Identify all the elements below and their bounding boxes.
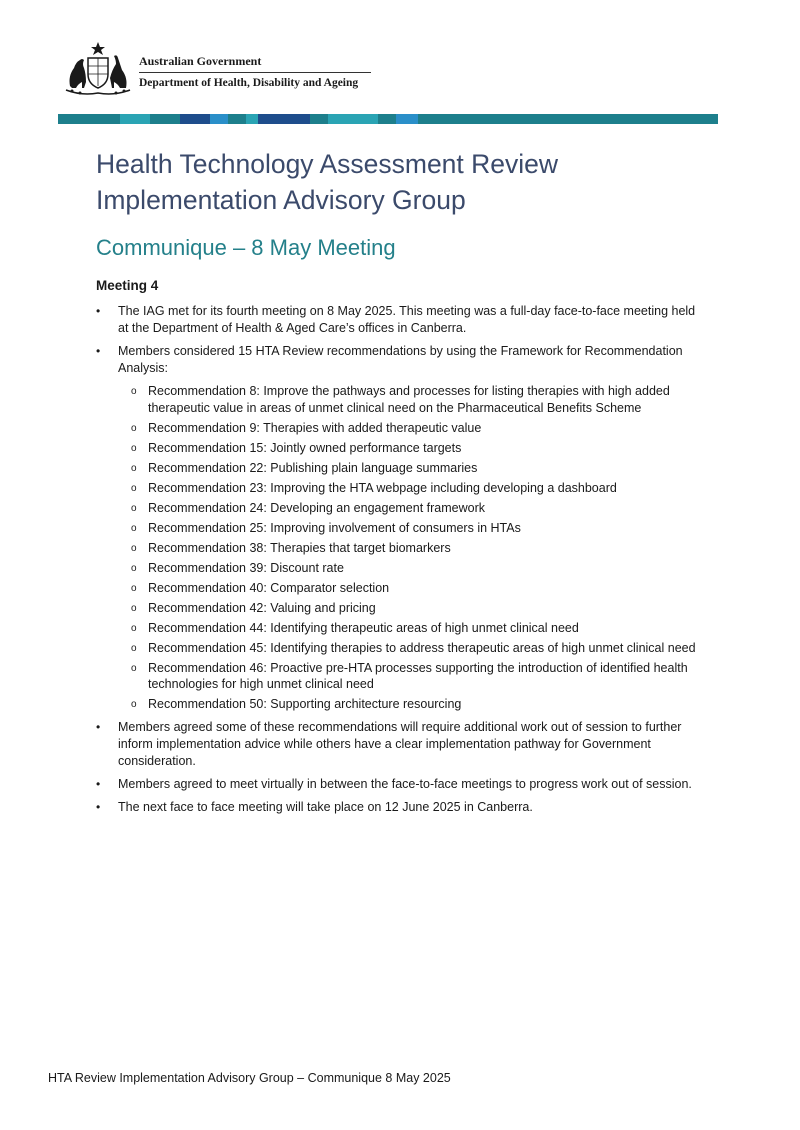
page-footer: HTA Review Implementation Advisory Group – Communique 8 May 2025 bbox=[48, 1071, 451, 1085]
recommendation-item: o Recommendation 25: Improving involvement of consumers in HTAs bbox=[118, 520, 706, 537]
bullet-item bbox=[96, 776, 706, 793]
recommendation-item: o Recommendation 38: Therapies that target biomarkers bbox=[118, 540, 706, 557]
bullet-text: The IAG met for its fourth meeting on 8 May 2025. This meeting was a full-day face-to-face meeting held at the Department of Health & Aged Care’s offices in Canberra. bbox=[118, 304, 696, 335]
recommendation-item: o Recommendation 50: Supporting architecture resourcing bbox=[118, 696, 706, 713]
coat-of-arms-icon bbox=[62, 40, 134, 96]
color-bar-segment bbox=[246, 114, 258, 124]
recommendation-item: o Recommendation 40: Comparator selection bbox=[118, 580, 706, 597]
recommendation-item: o Recommendation 15: Jointly owned performance targets bbox=[118, 440, 706, 457]
recommendation-item: o Recommendation 46: Proactive pre-HTA processes supporting the introduction of identified health technologies for high unmet clinical need bbox=[118, 660, 706, 693]
bullet-text: Members agreed some of these recommendations will require additional work out of session to further inform implementation advice while others have a clear implementation pathway for Government consideration. bbox=[118, 719, 682, 768]
color-bar-segment bbox=[120, 114, 150, 124]
color-bar-segment bbox=[58, 114, 120, 124]
recommendation-list bbox=[118, 383, 706, 713]
government-name: Australian Government bbox=[139, 54, 371, 73]
color-bar-segment bbox=[150, 114, 180, 124]
color-bar-segment bbox=[228, 114, 246, 124]
title-line-2: Implementation Advisory Group bbox=[96, 185, 466, 215]
page-subtitle: Communique – 8 May Meeting bbox=[96, 235, 396, 260]
recommendation-item: o Recommendation 24: Developing an engagement framework bbox=[118, 500, 706, 517]
bullet-item bbox=[96, 303, 706, 337]
bullet-text: The next face to face meeting will take place on 12 June 2025 in Canberra. bbox=[118, 799, 533, 814]
recommendation-item: o Recommendation 9: Therapies with added therapeutic value bbox=[118, 420, 706, 437]
recommendation-item: o Recommendation 42: Valuing and pricing bbox=[118, 600, 706, 617]
color-bar-segment bbox=[310, 114, 328, 124]
page-title bbox=[96, 146, 736, 218]
color-bar-segment bbox=[210, 114, 228, 124]
recommendation-item: o Recommendation 8: Improve the pathways and processes for listing therapies with high added therapeutic value in areas of unmet clinical need on the Pharmaceutical Benefits Scheme bbox=[118, 383, 706, 416]
recommendation-item: o Recommendation 39: Discount rate bbox=[118, 560, 706, 577]
recommendation-item: o Recommendation 23: Improving the HTA webpage including developing a dashboard bbox=[118, 480, 706, 497]
bullet-list bbox=[96, 303, 706, 816]
title-line-1: Health Technology Assessment Review bbox=[96, 149, 559, 179]
recommendation-item: o Recommendation 44: Identifying therapeutic areas of high unmet clinical need bbox=[118, 620, 706, 637]
communique-body bbox=[96, 303, 706, 822]
bullet-item bbox=[96, 719, 706, 770]
meeting-heading: Meeting 4 bbox=[96, 278, 159, 293]
color-bar-segment bbox=[418, 114, 718, 124]
color-bar-segment bbox=[328, 114, 378, 124]
color-bar-segment bbox=[258, 114, 310, 124]
bullet-item bbox=[96, 343, 706, 713]
color-bar-segment bbox=[180, 114, 210, 124]
color-bar-segment bbox=[396, 114, 418, 124]
bullet-item bbox=[96, 799, 706, 816]
department-name: Department of Health, Disability and Ageing bbox=[139, 77, 359, 89]
color-bar-segment bbox=[378, 114, 396, 124]
bullet-text: Members considered 15 HTA Review recommendations by using the Framework for Recommendation Analysis: bbox=[118, 344, 683, 375]
recommendation-item: o Recommendation 45: Identifying therapies to address therapeutic areas of high unmet clinical need bbox=[118, 640, 706, 657]
header-color-bar bbox=[58, 114, 718, 124]
government-logo bbox=[62, 40, 382, 100]
recommendation-item: o Recommendation 22: Publishing plain language summaries bbox=[118, 460, 706, 477]
bullet-text: Members agreed to meet virtually in between the face-to-face meetings to progress work out of session. bbox=[118, 776, 692, 791]
